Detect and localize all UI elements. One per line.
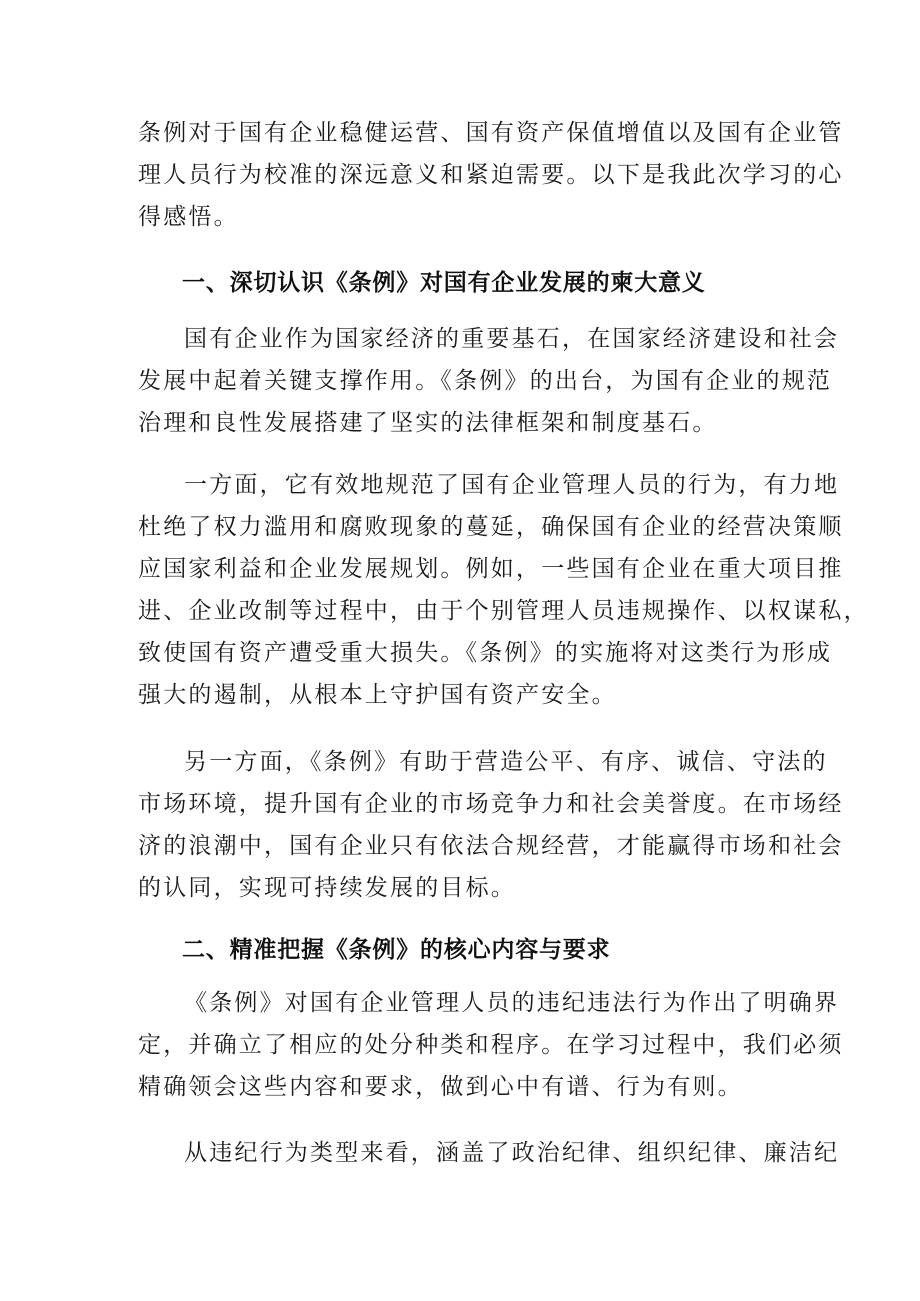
- paragraph-line: 精确领会这些内容和要求，做到心中有谱、行为有则。: [138, 1074, 743, 1100]
- paragraph-line: 从违纪行为类型来看，涵盖了政治纪律、组织纪律、廉洁纪: [184, 1140, 840, 1166]
- paragraph-line: 定，并确立了相应的处分种类和程序。在学习过程中，我们必须: [138, 1032, 844, 1058]
- paragraph-line: 市场环境，提升国有企业的市场竞争力和社会美誉度。在市场经: [138, 791, 844, 817]
- paragraph-line: 进、企业改制等过程中，由于个别管理人员违规操作、以权谋私，: [138, 598, 869, 624]
- paragraph-line: 得感悟。: [138, 204, 239, 230]
- paragraph-line: 致使国有资产遭受重大损失。《条例》的实施将对这类行为形成: [138, 640, 833, 666]
- section-heading-2: [182, 930, 832, 970]
- paragraph-line: 济的浪潮中，国有企业只有依法合规经营，才能赢得市场和社会: [138, 833, 844, 859]
- paragraph: [138, 112, 844, 238]
- section1-paragraph-2: [138, 464, 869, 716]
- paragraph-line: 强大的遏制，从根本上守护国有资产安全。: [138, 682, 617, 708]
- section1-paragraph-1: [138, 318, 840, 444]
- section-heading-1: [182, 263, 832, 303]
- paragraph-line: 理人员行为校准的深远意义和紧迫需要。以下是我此次学习的心: [138, 162, 844, 188]
- section1-paragraph-3: [138, 741, 844, 909]
- section2-paragraph-1: [138, 982, 844, 1108]
- intro-paragraph: [138, 112, 844, 238]
- section2-paragraph-2: [138, 1132, 840, 1174]
- paragraph-line: 的认同，实现可持续发展的目标。: [138, 875, 516, 901]
- paragraph: [138, 982, 844, 1108]
- paragraph-line: 一方面，它有效地规范了国有企业管理人员的行为，有力地: [184, 472, 840, 498]
- paragraph-line: 另一方面，《条例》有助于营造公平、有序、诚信、守法的: [184, 749, 828, 775]
- paragraph-line: 治理和良性发展搭建了坚实的法律框架和制度基石。: [138, 410, 718, 436]
- paragraph-line: 应国家利益和企业发展规划。例如，一些国有企业在重大项目推: [138, 556, 844, 582]
- paragraph-line: 国有企业作为国家经济的重要基石，在国家经济建设和社会: [184, 326, 840, 352]
- section-heading: 二、精准把握《条例》的核心内容与要求: [182, 937, 611, 963]
- paragraph: [138, 741, 844, 909]
- paragraph-line: 杜绝了权力滥用和腐败现象的蔓延，确保国有企业的经营决策顺: [138, 514, 844, 540]
- paragraph: [138, 1132, 840, 1174]
- paragraph-line: 《条例》对国有企业管理人员的违纪违法行为作出了明确界: [184, 990, 840, 1016]
- paragraph-line: 条例对于国有企业稳健运营、国有资产保值增值以及国有企业管: [138, 120, 844, 146]
- section-heading: 一、深切认识《条例》对国有企业发展的柬大意义: [182, 270, 706, 296]
- paragraph-line: 发展中起着关键支撑作用。《条例》的出台，为国有企业的规范: [138, 368, 833, 394]
- paragraph: [138, 318, 840, 444]
- paragraph: [138, 464, 869, 716]
